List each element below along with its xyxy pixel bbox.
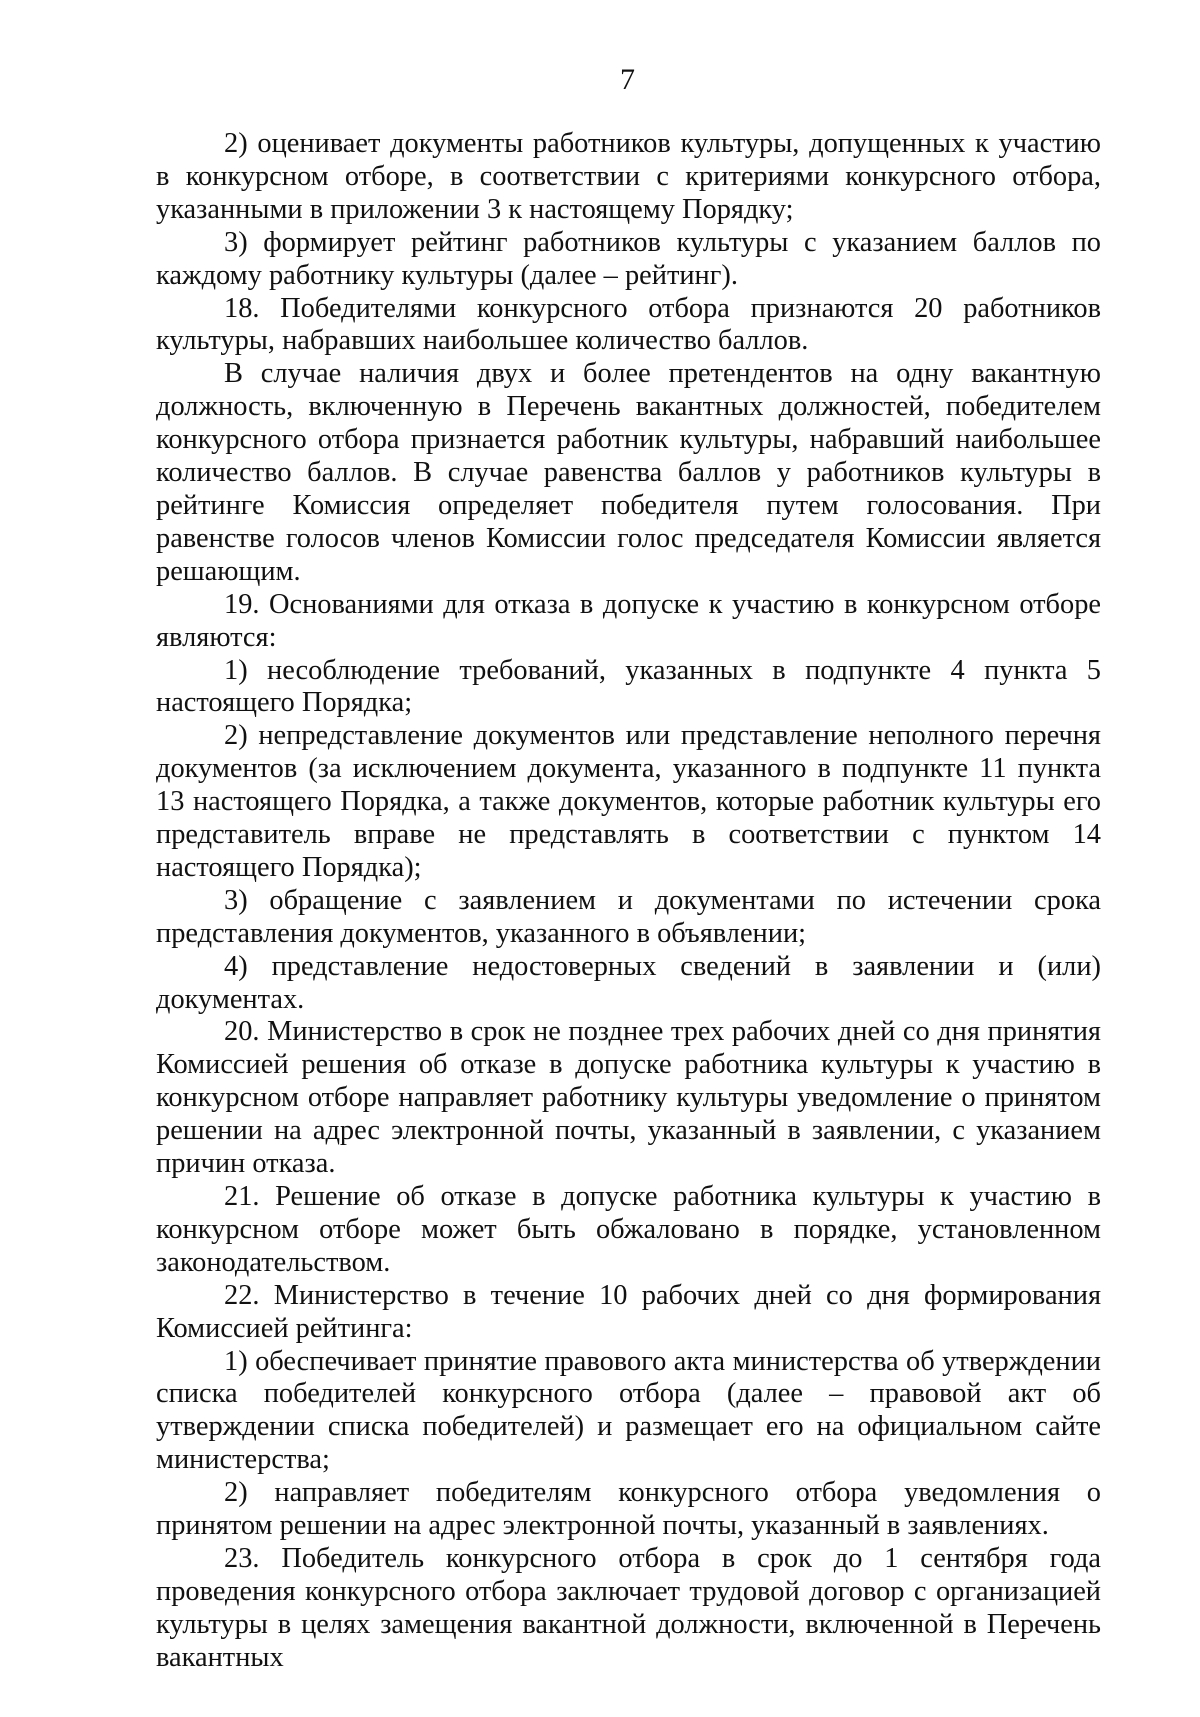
paragraph-clause-18: 18. Победителями конкурсного отбора признаются 20 работников культуры, набравших наибольшее количество баллов. bbox=[156, 292, 1101, 357]
paragraph-clause-23: 23. Победитель конкурсного отбора в срок до 1 сентября года проведения конкурсного отбора заключает трудовой договор с организацией культуры в целях замещения вакантной должности, включенной в Перечень вакантных bbox=[156, 1542, 1101, 1673]
page-number: 7 bbox=[620, 63, 635, 96]
paragraph-clause-22-item-1: 1) обеспечивает принятие правового акта министерства об утверждении списка победителей конкурсного отбора (далее – правовой акт об утверждении списка победителей) и размещает его на официальном сайте министерства; bbox=[156, 1345, 1101, 1476]
paragraph-clause-19-item-3: 3) обращение с заявлением и документами по истечении срока представления документов, указанного в объявлении; bbox=[156, 884, 1101, 949]
document-body bbox=[156, 128, 1101, 1675]
paragraph-clause-19: 19. Основаниями для отказа в допуске к участию в конкурсном отборе являются: bbox=[156, 588, 1101, 653]
paragraph-clause-19-item-2: 2) непредставление документов или представление неполного перечня документов (за исключением документа, указанного в подпункте 11 пункта 13 настоящего Порядка, а также документов, которые работник культуры его представитель вправе не представлять в соответствии с пунктом 14 настоящего Порядка); bbox=[156, 720, 1101, 883]
paragraph-clause-19-item-4: 4) представление недостоверных сведений в заявлении и (или) документах. bbox=[156, 950, 1101, 1015]
paragraph-item-3-rating: 3) формирует рейтинг работников культуры с указанием баллов по каждому работнику культуры (далее – рейтинг). bbox=[156, 226, 1101, 291]
paragraph-clause-21: 21. Решение об отказе в допуске работника культуры к участию в конкурсном отборе может быть обжаловано в порядке, установленном законодательством. bbox=[156, 1181, 1101, 1278]
paragraph-clause-22: 22. Министерство в течение 10 рабочих дней со дня формирования Комиссией рейтинга: bbox=[156, 1279, 1101, 1344]
paragraph-clause-22-item-2: 2) направляет победителям конкурсного отбора уведомления о принятом решении на адрес электронной почты, указанный в заявлениях. bbox=[156, 1477, 1101, 1542]
paragraph-clause-18-tie: В случае наличия двух и более претендентов на одну вакантную должность, включенную в Перечень вакантных должностей, победителем конкурсного отбора признается работник культуры, набравший наибольшее количество баллов. В случае равенства баллов у работников культуры в рейтинге Комиссия определяет победителя путем голосования. При равенстве голосов членов Комиссии голос председателя Комиссии является решающим. bbox=[156, 358, 1101, 587]
paragraph-item-2-evaluates: 2) оценивает документы работников культуры, допущенных к участию в конкурсном отборе, в соответствии с критериями конкурсного отбора, указанными в приложении 3 к настоящему Порядку; bbox=[156, 128, 1101, 225]
paragraph-clause-20: 20. Министерство в срок не позднее трех рабочих дней со дня принятия Комиссией решения об отказе в допуске работника культуры к участию в конкурсном отборе направляет работнику культуры уведомление о принятом решении на адрес электронной почты, указанный в заявлении, с указанием причин отказа. bbox=[156, 1016, 1101, 1180]
paragraph-clause-19-item-1: 1) несоблюдение требований, указанных в подпункте 4 пункта 5 настоящего Порядка; bbox=[156, 654, 1101, 719]
